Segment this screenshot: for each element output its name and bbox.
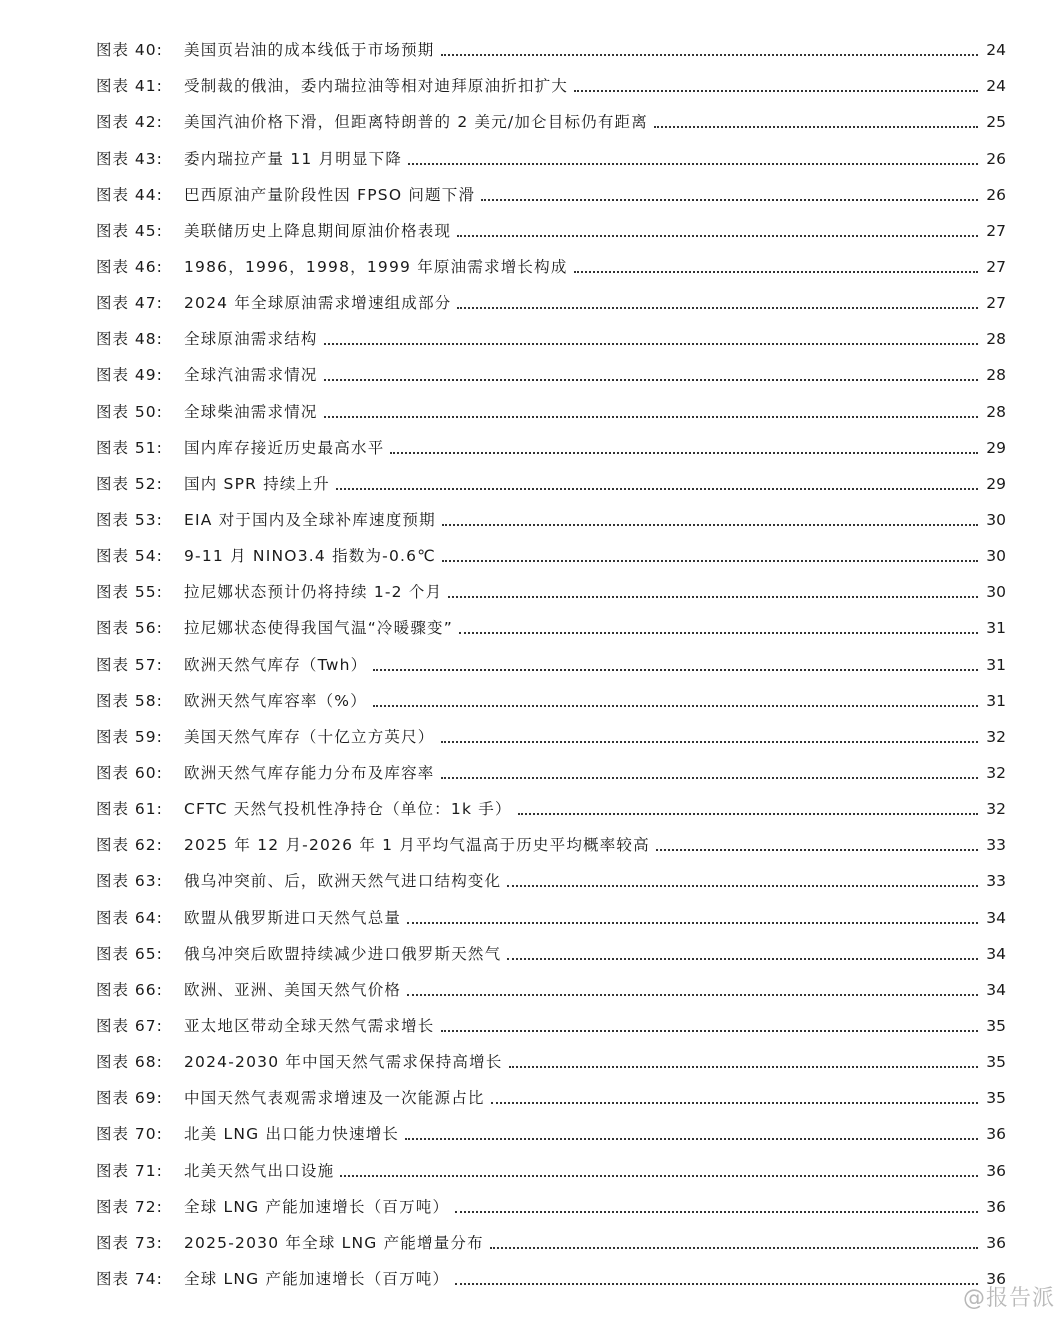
figure-label: 图表 62: — [96, 836, 163, 855]
figure-label: 图表 73: — [96, 1233, 163, 1252]
page-number[interactable]: 32 — [986, 727, 1006, 746]
toc-entry[interactable] — [96, 245, 1006, 281]
page-number[interactable]: 24 — [986, 77, 1006, 96]
page-number[interactable]: 32 — [986, 800, 1006, 819]
toc-entry[interactable] — [96, 715, 1006, 751]
figure-label: 图表 48: — [96, 330, 163, 349]
figure-title[interactable]: 全球汽油需求情况 — [184, 365, 322, 385]
figure-title[interactable]: 美国天然气库存（十亿立方英尺） — [184, 727, 439, 747]
figure-label: 图表 71: — [96, 1161, 163, 1180]
dot-leader — [448, 596, 978, 598]
figure-label: 图表 52: — [96, 474, 163, 493]
dot-leader — [336, 488, 978, 490]
figure-title[interactable]: 拉尼娜状态预计仍将持续 1-2 个月 — [184, 582, 446, 602]
dot-leader — [373, 669, 978, 671]
page-number[interactable]: 36 — [986, 1269, 1006, 1288]
dot-leader — [373, 705, 978, 707]
table-of-figures — [96, 28, 1006, 1293]
dot-leader — [459, 632, 978, 634]
toc-entry[interactable] — [96, 968, 1006, 1004]
page-number[interactable]: 24 — [986, 41, 1006, 60]
dot-leader — [442, 524, 978, 526]
dot-leader — [408, 163, 978, 165]
figure-title[interactable]: 全球 LNG 产能加速增长（百万吨） — [184, 1197, 453, 1217]
dot-leader — [441, 741, 978, 743]
page-number[interactable]: 26 — [986, 149, 1006, 168]
figure-label: 图表 45: — [96, 221, 163, 240]
figure-title[interactable]: 9-11 月 NINO3.4 指数为-0.6℃ — [184, 546, 440, 566]
dot-leader — [405, 1138, 978, 1140]
page-number[interactable]: 34 — [986, 944, 1006, 963]
dot-leader — [455, 1283, 978, 1285]
figure-label: 图表 58: — [96, 691, 163, 710]
toc-entry[interactable] — [96, 932, 1006, 968]
toc-entry[interactable] — [96, 1257, 1006, 1293]
toc-entry[interactable] — [96, 317, 1006, 353]
toc-entry[interactable] — [96, 1040, 1006, 1076]
figure-label: 图表 67: — [96, 1016, 163, 1035]
figure-label: 图表 66: — [96, 980, 163, 999]
dot-leader — [654, 126, 978, 128]
page-number[interactable]: 26 — [986, 185, 1006, 204]
dot-leader — [441, 1030, 978, 1032]
figure-title[interactable]: 委内瑞拉产量 11 月明显下降 — [184, 149, 406, 169]
figure-title[interactable]: 欧盟从俄罗斯进口天然气总量 — [184, 908, 405, 928]
toc-entry[interactable] — [96, 859, 1006, 895]
dot-leader — [455, 1211, 978, 1213]
page-number[interactable]: 31 — [986, 655, 1006, 674]
toc-entry[interactable] — [96, 534, 1006, 570]
toc-entry[interactable] — [96, 389, 1006, 425]
figure-title[interactable]: EIA 对于国内及全球补库速度预期 — [184, 510, 440, 530]
toc-entry[interactable] — [96, 823, 1006, 859]
figure-label: 图表 46: — [96, 257, 163, 276]
figure-label: 图表 74: — [96, 1269, 163, 1288]
toc-entry[interactable] — [96, 281, 1006, 317]
page-number[interactable]: 36 — [986, 1197, 1006, 1216]
dot-leader — [442, 560, 978, 562]
toc-entry[interactable] — [96, 498, 1006, 534]
toc-entry[interactable] — [96, 1076, 1006, 1112]
figure-label: 图表 68: — [96, 1053, 163, 1072]
dot-leader — [481, 199, 978, 201]
figure-title[interactable]: 欧洲、亚洲、美国天然气价格 — [184, 980, 405, 1000]
toc-entry[interactable] — [96, 570, 1006, 606]
figure-label: 图表 53: — [96, 510, 163, 529]
toc-entry[interactable] — [96, 1112, 1006, 1148]
page-number[interactable]: 35 — [986, 1016, 1006, 1035]
toc-entry[interactable] — [96, 426, 1006, 462]
page-number[interactable]: 27 — [986, 294, 1006, 313]
figure-title[interactable]: 亚太地区带动全球天然气需求增长 — [184, 1016, 439, 1036]
page-number[interactable]: 36 — [986, 1233, 1006, 1252]
dot-leader — [324, 416, 978, 418]
page-number[interactable]: 28 — [986, 330, 1006, 349]
dot-leader — [507, 885, 978, 887]
page-number[interactable]: 30 — [986, 547, 1006, 566]
figure-title[interactable]: 北美 LNG 出口能力快速增长 — [184, 1124, 403, 1144]
figure-title[interactable]: CFTC 天然气投机性净持仓（单位：1k 手） — [184, 799, 516, 819]
toc-entry[interactable] — [96, 895, 1006, 931]
page-number[interactable]: 35 — [986, 1089, 1006, 1108]
figure-title[interactable]: 国内库存接近历史最高水平 — [184, 438, 388, 458]
toc-entry[interactable] — [96, 642, 1006, 678]
page-number[interactable]: 30 — [986, 583, 1006, 602]
page-number[interactable]: 34 — [986, 980, 1006, 999]
figure-title[interactable]: 全球柴油需求情况 — [184, 402, 322, 422]
figure-label: 图表 69: — [96, 1089, 163, 1108]
page-number[interactable]: 25 — [986, 113, 1006, 132]
dot-leader — [324, 379, 978, 381]
figure-label: 图表 70: — [96, 1125, 163, 1144]
figure-label: 图表 55: — [96, 583, 163, 602]
toc-entry[interactable] — [96, 462, 1006, 498]
toc-entry[interactable] — [96, 28, 1006, 64]
figure-title[interactable]: 欧洲天然气库存能力分布及库容率 — [184, 763, 439, 783]
dot-leader — [490, 1247, 978, 1249]
dot-leader — [491, 1102, 978, 1104]
figure-label: 图表 65: — [96, 944, 163, 963]
figure-title[interactable]: 中国天然气表观需求增速及一次能源占比 — [184, 1088, 489, 1108]
dot-leader — [509, 1066, 978, 1068]
figure-title[interactable]: 受制裁的俄油，委内瑞拉油等相对迪拜原油折扣扩大 — [184, 76, 572, 96]
toc-entry[interactable] — [96, 1148, 1006, 1184]
figure-title[interactable]: 2024-2030 年中国天然气需求保持高增长 — [184, 1052, 507, 1072]
page-number[interactable]: 32 — [986, 763, 1006, 782]
dot-leader — [574, 271, 978, 273]
dot-leader — [574, 90, 978, 92]
figure-title[interactable]: 全球 LNG 产能加速增长（百万吨） — [184, 1269, 453, 1289]
figure-title[interactable]: 巴西原油产量阶段性因 FPSO 问题下滑 — [184, 185, 479, 205]
dot-leader — [407, 922, 978, 924]
figure-title[interactable]: 国内 SPR 持续上升 — [184, 474, 334, 494]
page-number[interactable]: 35 — [986, 1053, 1006, 1072]
dot-leader — [340, 1175, 978, 1177]
page-number[interactable]: 30 — [986, 510, 1006, 529]
toc-entry[interactable] — [96, 1185, 1006, 1221]
dot-leader — [441, 777, 978, 779]
toc-entry[interactable] — [96, 100, 1006, 136]
dot-leader — [457, 235, 978, 237]
figure-title[interactable]: 俄乌冲突后欧盟持续减少进口俄罗斯天然气 — [184, 944, 505, 964]
figure-label: 图表 41: — [96, 77, 163, 96]
figure-title[interactable]: 美国汽油价格下滑，但距离特朗普的 2 美元/加仑目标仍有距离 — [184, 112, 652, 132]
figure-label: 图表 60: — [96, 763, 163, 782]
figure-label: 图表 50: — [96, 402, 163, 421]
toc-entry[interactable] — [96, 787, 1006, 823]
figure-title[interactable]: 欧洲天然气库容率（%） — [184, 691, 371, 711]
dot-leader — [518, 813, 978, 815]
toc-entry[interactable] — [96, 136, 1006, 172]
page-number[interactable]: 33 — [986, 836, 1006, 855]
dot-leader — [407, 994, 978, 996]
figure-label: 图表 54: — [96, 547, 163, 566]
page-number[interactable]: 29 — [986, 474, 1006, 493]
figure-label: 图表 72: — [96, 1197, 163, 1216]
toc-entry[interactable] — [96, 606, 1006, 642]
toc-entry[interactable] — [96, 353, 1006, 389]
figure-title[interactable]: 2024 年全球原油需求增速组成部分 — [184, 293, 455, 313]
toc-entry[interactable] — [96, 679, 1006, 715]
figure-label: 图表 47: — [96, 294, 163, 313]
toc-entry[interactable] — [96, 1221, 1006, 1257]
figure-label: 图表 64: — [96, 908, 163, 927]
figure-title[interactable]: 1986，1996，1998，1999 年原油需求增长构成 — [184, 257, 572, 277]
page-number[interactable]: 28 — [986, 366, 1006, 385]
dot-leader — [507, 958, 978, 960]
toc-entry[interactable] — [96, 209, 1006, 245]
figure-title[interactable]: 美联储历史上降息期间原油价格表现 — [184, 221, 455, 241]
figure-label: 图表 59: — [96, 727, 163, 746]
page-number[interactable]: 27 — [986, 257, 1006, 276]
figure-label: 图表 49: — [96, 366, 163, 385]
toc-entry[interactable] — [96, 1004, 1006, 1040]
dot-leader — [324, 343, 978, 345]
figure-title[interactable]: 2025 年 12 月-2026 年 1 月平均气温高于历史平均概率较高 — [184, 835, 654, 855]
page-number[interactable]: 36 — [986, 1161, 1006, 1180]
page-number[interactable]: 31 — [986, 619, 1006, 638]
figure-label: 图表 63: — [96, 872, 163, 891]
figure-title[interactable]: 俄乌冲突前、后，欧洲天然气进口结构变化 — [184, 871, 505, 891]
figure-label: 图表 61: — [96, 800, 163, 819]
figure-title[interactable]: 拉尼娜状态使得我国气温“冷暖骤变” — [184, 618, 457, 638]
figure-label: 图表 56: — [96, 619, 163, 638]
figure-label: 图表 44: — [96, 185, 163, 204]
figure-title[interactable]: 2025-2030 年全球 LNG 产能增量分布 — [184, 1233, 488, 1253]
page-number[interactable]: 34 — [986, 908, 1006, 927]
figure-label: 图表 57: — [96, 655, 163, 674]
watermark: @报告派 — [962, 1286, 1055, 1311]
page-number[interactable]: 28 — [986, 402, 1006, 421]
figure-label: 图表 51: — [96, 438, 163, 457]
figure-title[interactable]: 欧洲天然气库存（Twh） — [184, 655, 371, 675]
page-number[interactable]: 29 — [986, 438, 1006, 457]
figure-title[interactable]: 全球原油需求结构 — [184, 329, 322, 349]
toc-entry[interactable] — [96, 751, 1006, 787]
toc-entry[interactable] — [96, 64, 1006, 100]
page-number[interactable]: 36 — [986, 1125, 1006, 1144]
figure-title[interactable]: 北美天然气出口设施 — [184, 1161, 338, 1181]
dot-leader — [656, 849, 978, 851]
dot-leader — [441, 54, 978, 56]
dot-leader — [457, 307, 978, 309]
figure-label: 图表 43: — [96, 149, 163, 168]
figure-label: 图表 42: — [96, 113, 163, 132]
page-number[interactable]: 33 — [986, 872, 1006, 891]
figure-label: 图表 40: — [96, 41, 163, 60]
toc-entry[interactable] — [96, 173, 1006, 209]
page-number[interactable]: 27 — [986, 221, 1006, 240]
dot-leader — [390, 452, 978, 454]
page-number[interactable]: 31 — [986, 691, 1006, 710]
figure-title[interactable]: 美国页岩油的成本线低于市场预期 — [184, 40, 439, 60]
